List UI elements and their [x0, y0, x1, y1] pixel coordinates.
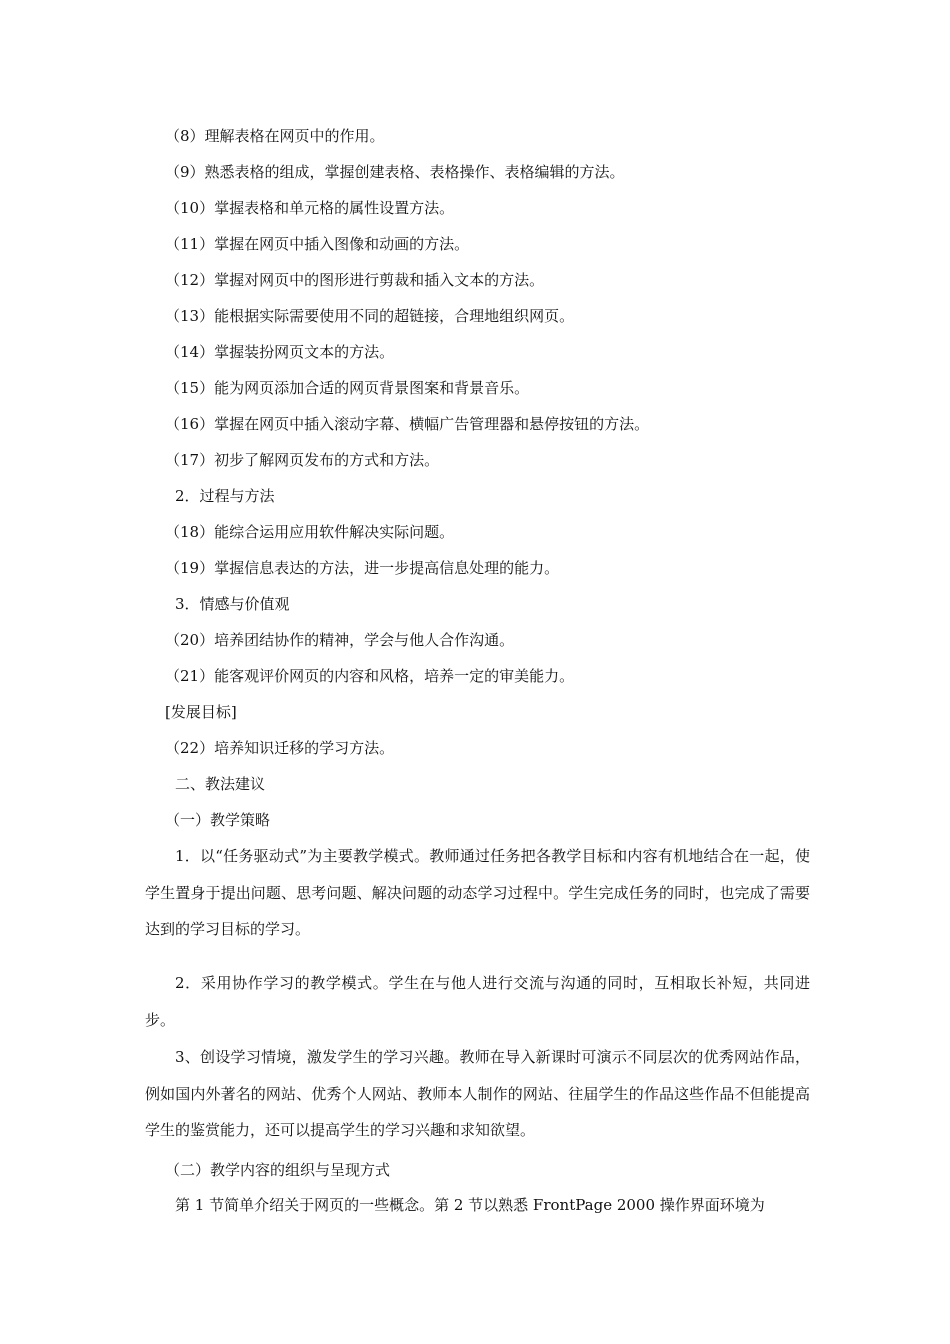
- emotion-heading: 3．情感与价值观: [175, 595, 290, 613]
- strategy-paragraph-1: 1．以“任务驱动式”为主要教学模式。教师通过任务把各教学目标和内容有机地结合在一起，使学生置身于提出问题、思考问题、解决问题的动态学习过程中。学生完成任务的同时，也完成了需要达到的学习目标的学习。: [145, 847, 810, 938]
- objective-item-9: （9）熟悉表格的组成，掌握创建表格、表格操作、表格编辑的方法。: [165, 163, 625, 181]
- objective-item-11: （11）掌握在网页中插入图像和动画的方法。: [165, 235, 470, 253]
- objective-item-10: （10）掌握表格和单元格的属性设置方法。: [165, 199, 455, 217]
- process-item-18: （18）能综合运用应用软件解决实际问题。: [165, 523, 455, 541]
- development-item-22: （22）培养知识迁移的学习方法。: [165, 739, 395, 757]
- development-heading: [发展目标]: [165, 703, 237, 721]
- process-heading: 2．过程与方法: [175, 487, 275, 505]
- emotion-item-21: （21）能客观评价网页的内容和风格，培养一定的审美能力。: [165, 667, 575, 685]
- objective-item-8: （8）理解表格在网页中的作用。: [165, 127, 385, 145]
- emotion-item-20: （20）培养团结协作的精神，学会与他人合作沟通。: [165, 631, 515, 649]
- objective-item-17: （17）初步了解网页发布的方式和方法。: [165, 451, 440, 469]
- section-heading: 二、教法建议: [175, 775, 266, 793]
- objective-item-12: （12）掌握对网页中的图形进行剪裁和插入文本的方法。: [165, 271, 545, 289]
- strategy-paragraph-3: 3、创设学习情境，激发学生的学习兴趣。教师在导入新课时可演示不同层次的优秀网站作品，例如国内外著名的网站、优秀个人网站、教师本人制作的网站、往届学生的作品这些作品不但能提高学生的鉴赏能力，还可以提高学生的学习兴趣和求知欲望。: [145, 1048, 810, 1139]
- organization-heading: （二）教学内容的组织与呈现方式: [165, 1161, 391, 1179]
- strategy-paragraph-2: 2．采用协作学习的教学模式。学生在与他人进行交流与沟通的同时，互相取长补短，共同进步。: [145, 974, 810, 1029]
- process-item-19: （19）掌握信息表达的方法，进一步提高信息处理的能力。: [165, 559, 560, 577]
- objective-item-14: （14）掌握装扮网页文本的方法。: [165, 343, 395, 361]
- strategy-heading: （一）教学策略: [165, 811, 271, 829]
- objective-item-13: （13）能根据实际需要使用不同的超链接，合理地组织网页。: [165, 307, 575, 325]
- objective-item-16: （16）掌握在网页中插入滚动字幕、横幅广告管理器和悬停按钮的方法。: [165, 415, 650, 433]
- objective-item-15: （15）能为网页添加合适的网页背景图案和背景音乐。: [165, 379, 530, 397]
- organization-paragraph: 第 1 节简单介绍关于网页的一些概念。第 2 节以熟悉 FrontPage 2000 操作界面环境为: [175, 1196, 765, 1214]
